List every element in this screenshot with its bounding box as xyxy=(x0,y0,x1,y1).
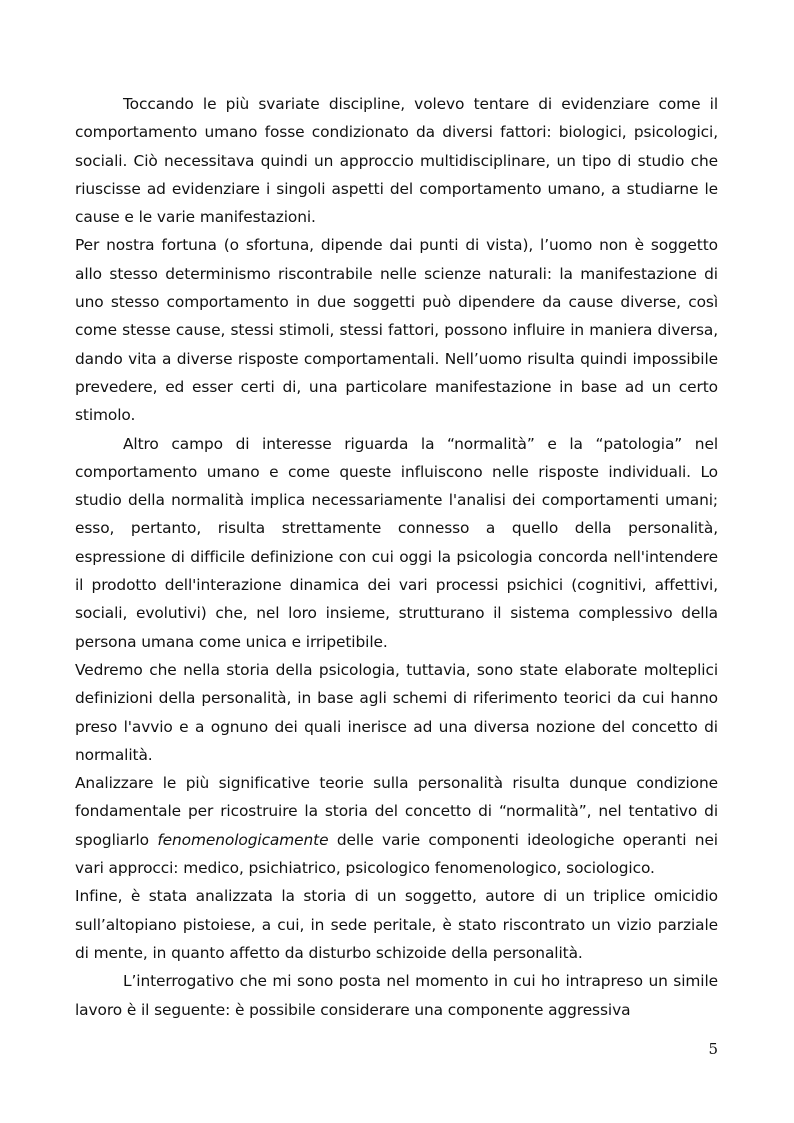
page-number: 5 xyxy=(708,1040,718,1058)
document-body xyxy=(75,90,718,1024)
paragraph-4: Vedremo che nella storia della psicologia, tuttavia, sono state elaborate molteplici definizioni della personalità, in base agli schemi di riferimento teorici da cui hanno preso l'avvio e a ognuno dei quali inerisce ad una diversa nozione del concetto di normalità. xyxy=(75,660,718,764)
paragraph-5-text-after: delle varie componenti ideologiche operanti nei vari approcci: medico, psichiatrico, psicologico fenomenologico, sociologico. xyxy=(75,830,718,878)
paragraph-7: L’interrogativo che mi sono posta nel momento in cui ho intrapreso un simile lavoro è il seguente: è possibile considerare una componente aggressiva xyxy=(75,972,718,1019)
paragraph-1: Toccando le più svariate discipline, volevo tentare di evidenziare come il comportamento umano fosse condizionato da diversi fattori: biologici, psicologici, sociali. Ciò necessitava quindi un approccio multidisciplinare, un tipo di studio che riuscisse ad evidenziare i singoli aspetti del comportamento umano, a studiarne le cause e le varie manifestazioni. xyxy=(75,95,718,227)
paragraph-5-emphasis: fenomenologicamente xyxy=(157,830,329,849)
paragraph-5-text-before: Analizzare le più significative teorie sulla personalità risulta dunque condizione fondamentale per ricostruire la storia del concetto di “normalità”, nel tentativo di spogliarlo xyxy=(75,774,718,849)
paragraph-6: Infine, è stata analizzata la storia di un soggetto, autore di un triplice omicidio sull’altopiano pistoiese, a cui, in sede peritale, è stato riscontrato un vizio parziale di mente, in quanto affetto da disturbo schizoide della personalità. xyxy=(75,887,718,962)
paragraph-3: Altro campo di interesse riguarda la “normalità” e la “patologia” nel comportamento umano e come queste influiscono nelle risposte individuali. Lo studio della normalità implica necessariamente l'analisi dei comportamenti umani; esso, pertanto, risulta strettamente connesso a quello della personalità, espressione di difficile definizione con cui oggi la psicologia concorda nell'intendere il prodotto dell'interazione dinamica dei vari processi psichici (cognitivi, affettivi, sociali, evolutivi) che, nel loro insieme, strutturano il sistema complessivo della persona umana come unica e irripetibile. xyxy=(75,434,718,651)
paragraph-2: Per nostra fortuna (o sfortuna, dipende dai punti di vista), l’uomo non è soggetto allo stesso determinismo riscontrabile nelle scienze naturali: la manifestazione di uno stesso comportamento in due soggetti può dipendere da cause diverse, così come stesse cause, stessi stimoli, stessi fattori, possono influire in maniera diversa, dando vita a diverse risposte comportamentali. Nell’uomo risulta quindi impossibile prevedere, ed esser certi di, una particolare manifestazione in base ad un certo stimolo. xyxy=(75,236,718,425)
paragraph-5 xyxy=(75,769,718,882)
